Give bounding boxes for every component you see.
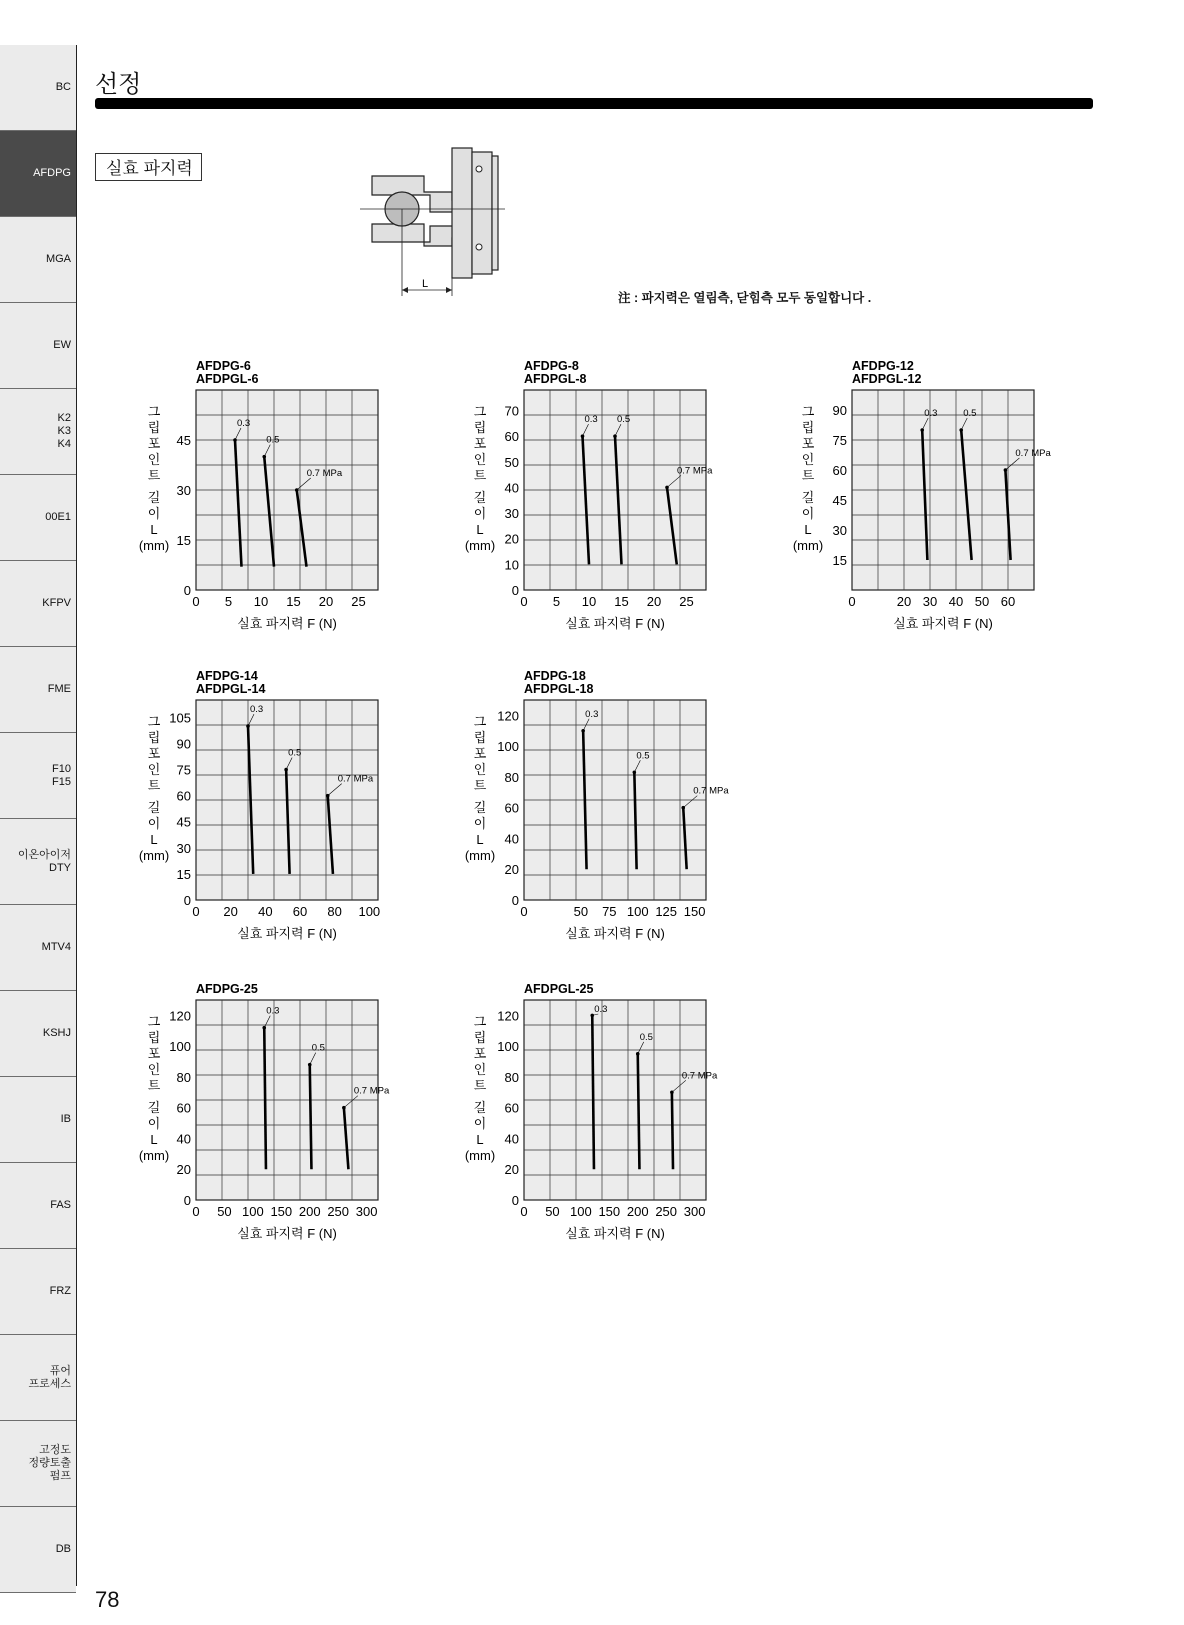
chart-svg	[464, 982, 786, 1255]
y-axis-label-char: 포	[147, 746, 161, 761]
y-tick-label: 105	[169, 710, 191, 726]
y-axis-label-char: 트	[473, 1078, 487, 1093]
chart-title: AFDPG-18	[524, 669, 586, 683]
y-axis-label-char: 이	[473, 506, 487, 521]
y-axis-label-char: L	[476, 1132, 484, 1147]
x-tick-label: 10	[253, 594, 269, 609]
y-axis-label-char: L	[150, 1132, 158, 1147]
series-start-point	[262, 1026, 266, 1030]
x-tick-label: 100	[570, 1204, 592, 1219]
y-axis-label-char: 이	[473, 1116, 487, 1131]
y-axis-label-char: 그	[801, 404, 815, 419]
y-axis-label-char: 립	[473, 1030, 487, 1045]
y-axis-label-char: 트	[473, 468, 487, 483]
series-label: 0.5	[266, 434, 280, 446]
y-axis-label-char: 이	[147, 816, 161, 831]
series-label: 0.7 MPa	[306, 468, 343, 479]
y-axis-label-char: 인	[147, 452, 161, 467]
x-tick-label: 20	[318, 594, 334, 609]
series-label: 0.3	[585, 708, 599, 720]
section-heading: 실효 파지력	[95, 153, 202, 181]
y-axis-label-char: 포	[473, 746, 487, 761]
y-axis-label-char: 그	[473, 404, 487, 419]
x-tick-label: 150	[683, 904, 706, 919]
title-rule	[95, 98, 1093, 109]
y-tick-label: 100	[497, 739, 519, 755]
x-tick-label: 30	[922, 594, 938, 609]
series-label: 0.7 MPa	[1015, 448, 1051, 459]
y-axis-label-char: 포	[473, 436, 487, 451]
y-tick-label: 30	[176, 483, 191, 498]
chart-svg	[138, 668, 460, 941]
y-tick-label: 60	[504, 429, 519, 445]
series-label: 0.3	[924, 408, 938, 419]
y-axis-label	[465, 404, 495, 553]
y-axis-label-char: 그	[473, 1014, 487, 1029]
x-tick-label: 0	[520, 1204, 528, 1219]
y-axis-label-char: (mm)	[464, 848, 496, 863]
x-tick-label: 10	[581, 594, 597, 609]
x-tick-label: 0	[192, 1204, 200, 1219]
series-label: 0.5	[636, 750, 650, 762]
series-label: 0.5	[963, 408, 977, 419]
y-tick-label: 0	[183, 1193, 191, 1208]
y-tick-label: 120	[169, 1008, 191, 1024]
chart-title: AFDPGL-8	[524, 372, 587, 386]
y-tick-label: 45	[832, 493, 847, 508]
y-axis-label-char: 립	[801, 420, 815, 435]
series-label: 0.7 MPa	[337, 773, 374, 785]
y-tick-label: 30	[832, 523, 847, 538]
y-tick-label: 60	[504, 1100, 519, 1116]
sidebar-tab-mtv4[interactable]: MTV4	[0, 905, 76, 991]
series-label: 0.7 MPa	[353, 1085, 390, 1097]
y-axis-label-char: 길	[473, 800, 487, 815]
series-start-point	[262, 455, 266, 459]
y-axis-label-char: L	[476, 522, 484, 537]
chart-title: AFDPGL-25	[524, 982, 594, 996]
y-axis-label-char: 트	[147, 1078, 161, 1093]
x-tick-label: 100	[358, 904, 381, 919]
series-line	[264, 1028, 266, 1170]
sidebar-tab-db[interactable]: DB	[0, 1507, 76, 1593]
diagram-l-label: L	[422, 278, 429, 290]
y-tick-label: 40	[504, 480, 519, 496]
series-label: 0.7 MPa	[681, 1070, 718, 1082]
y-axis-label-char: 그	[147, 714, 161, 729]
chart-title: AFDPG-12	[852, 359, 914, 373]
sidebar-tab-ionizer-dty[interactable]: 이온아이저 DTY	[0, 819, 76, 905]
x-tick-label: 200	[298, 1204, 321, 1219]
series-label: 0.3	[584, 414, 598, 426]
y-axis-label-char: 이	[147, 506, 161, 521]
y-axis-label-char: 인	[147, 762, 161, 777]
x-tick-label: 25	[679, 594, 694, 609]
y-tick-label: 75	[832, 433, 847, 448]
x-axis-label: 실효 파지력 F (N)	[565, 616, 665, 631]
x-tick-label: 60	[1000, 594, 1016, 609]
y-axis-label-char: 길	[147, 490, 161, 505]
y-axis-label-char: (mm)	[138, 538, 170, 553]
y-axis-label-char: 그	[147, 404, 161, 419]
y-tick-label: 15	[176, 866, 191, 882]
series-label: 0.7 MPa	[693, 785, 729, 797]
y-tick-label: 0	[511, 1193, 519, 1208]
y-axis-label-char: 트	[147, 468, 161, 483]
x-tick-label: 40	[258, 904, 273, 919]
y-axis-label-char: 트	[473, 778, 487, 793]
y-tick-label: 40	[176, 1131, 191, 1147]
note-text: 注 : 파지력은 열림측, 닫힘측 모두 동일합니다 .	[618, 291, 872, 305]
x-tick-label: 150	[598, 1204, 621, 1219]
series-label: 0.5	[311, 1042, 325, 1054]
y-axis-label	[793, 404, 823, 553]
y-axis-label-char: 립	[473, 420, 487, 435]
y-axis-label-char: L	[150, 832, 158, 847]
x-tick-label: 20	[646, 594, 662, 609]
chart-afdpg-8	[466, 355, 786, 630]
y-tick-label: 80	[504, 769, 519, 785]
y-tick-label: 15	[832, 553, 847, 568]
x-tick-label: 250	[655, 1204, 678, 1219]
x-tick-label: 250	[327, 1204, 350, 1219]
y-axis-label-char: (mm)	[792, 538, 824, 553]
x-tick-label: 0	[520, 594, 528, 609]
chart-afdpgl-25	[464, 982, 786, 1260]
y-tick-label: 20	[504, 862, 519, 878]
x-tick-label: 200	[626, 1204, 649, 1219]
y-tick-label: 45	[176, 814, 191, 830]
y-tick-label: 45	[176, 433, 191, 448]
series-label: 0.3	[250, 704, 264, 716]
x-tick-label: 20	[896, 594, 912, 609]
x-tick-label: 15	[614, 594, 629, 609]
y-tick-label: 0	[511, 583, 519, 598]
y-tick-label: 20	[504, 1162, 519, 1178]
x-tick-label: 150	[270, 1204, 293, 1219]
x-axis-label: 실효 파지력 F (N)	[237, 926, 337, 941]
x-tick-label: 20	[223, 904, 238, 919]
y-tick-label: 50	[504, 454, 519, 470]
y-tick-label: 75	[176, 762, 191, 778]
series-label: 0.5	[617, 414, 631, 426]
y-tick-label: 15	[176, 533, 191, 548]
y-tick-label: 80	[504, 1069, 519, 1085]
y-tick-label: 80	[176, 1069, 191, 1085]
x-tick-label: 15	[286, 594, 301, 609]
x-tick-label: 300	[355, 1204, 378, 1219]
chart-afdpg-18	[466, 668, 786, 943]
chart-title: AFDPGL-14	[196, 682, 266, 696]
series-label: 0.5	[288, 747, 302, 759]
y-axis-label-char: 인	[473, 762, 487, 777]
series-label: 0.7 MPa	[677, 465, 713, 477]
y-tick-label: 30	[504, 506, 519, 522]
y-axis-label-char: 그	[147, 1014, 161, 1029]
x-tick-label: 125	[655, 904, 678, 919]
chart-afdpg-25	[138, 982, 460, 1260]
series-line	[310, 1065, 312, 1170]
series-line	[672, 1092, 673, 1169]
x-tick-label: 60	[292, 904, 308, 919]
chart-svg	[138, 355, 460, 631]
series-start-point	[308, 1063, 312, 1067]
series-start-point	[636, 1052, 640, 1056]
y-axis-label-char: 인	[473, 1062, 487, 1077]
series-label: 0.3	[594, 1004, 608, 1015]
series-label: 0.3	[237, 418, 251, 429]
series-start-point	[581, 434, 585, 438]
y-tick-label: 90	[176, 736, 191, 752]
chart-title: AFDPGL-12	[852, 372, 922, 386]
chart-svg	[464, 355, 786, 631]
y-tick-label: 90	[832, 403, 847, 418]
y-axis-label-char: L	[476, 832, 484, 847]
chart-title: AFDPG-6	[196, 359, 251, 373]
page-title: 선정	[95, 71, 142, 98]
sidebar-nav	[0, 45, 77, 1586]
y-tick-label: 100	[497, 1039, 519, 1055]
x-axis-label: 실효 파지력 F (N)	[565, 926, 665, 941]
y-axis-label-char: 길	[473, 490, 487, 505]
y-axis-label-char: 이	[147, 1116, 161, 1131]
sidebar-tab-ib[interactable]: IB	[0, 1077, 76, 1163]
sidebar-tab-mga[interactable]: MGA	[0, 217, 76, 303]
x-tick-label: 50	[217, 1204, 232, 1219]
series-label: 0.3	[266, 1005, 280, 1017]
series-start-point	[246, 724, 250, 728]
x-tick-label: 50	[573, 904, 589, 919]
y-axis-label-char: 이	[801, 506, 815, 521]
sidebar-tab-afdpg[interactable]: AFDPG	[0, 131, 76, 217]
sidebar-tab-kshj[interactable]: KSHJ	[0, 991, 76, 1077]
sidebar-tab-fme[interactable]: FME	[0, 647, 76, 733]
y-tick-label: 40	[504, 1131, 519, 1147]
series-start-point	[613, 434, 617, 438]
x-tick-label: 40	[948, 594, 964, 609]
y-tick-label: 120	[497, 708, 519, 724]
y-axis-label-char: 길	[801, 490, 815, 505]
y-axis-label-char: 길	[473, 1100, 487, 1115]
y-tick-label: 30	[176, 840, 191, 856]
y-axis-label-char: (mm)	[138, 848, 170, 863]
y-axis-label-char: 그	[473, 714, 487, 729]
y-axis-label-char: 인	[801, 452, 815, 467]
series-line	[592, 1015, 594, 1169]
y-tick-label: 60	[176, 788, 191, 804]
y-tick-label: 20	[176, 1162, 191, 1178]
y-axis-label	[139, 1014, 169, 1163]
y-tick-label: 20	[504, 531, 519, 547]
y-axis-label-char: 립	[147, 1030, 161, 1045]
y-tick-label: 100	[169, 1039, 191, 1055]
chart-svg	[464, 668, 786, 941]
y-tick-label: 60	[504, 800, 519, 816]
chart-title: AFDPGL-6	[196, 372, 259, 386]
chart-title: AFDPG-25	[196, 982, 258, 996]
x-axis-label: 실효 파지력 F (N)	[237, 616, 337, 631]
y-tick-label: 10	[504, 557, 519, 573]
chart-afdpg-6	[140, 355, 460, 630]
y-axis-label-char: (mm)	[138, 1148, 170, 1163]
y-tick-label: 70	[504, 403, 519, 419]
y-axis-label-char: 길	[147, 800, 161, 815]
x-tick-label: 50	[974, 594, 990, 609]
chart-svg	[792, 355, 1114, 631]
y-axis-label	[465, 1014, 495, 1163]
x-tick-label: 5	[552, 594, 561, 609]
y-tick-label: 40	[504, 831, 519, 847]
chart-title: AFDPGL-18	[524, 682, 594, 696]
y-axis-label	[139, 714, 169, 863]
y-axis-label-char: 립	[147, 420, 161, 435]
x-axis-label: 실효 파지력 F (N)	[893, 616, 993, 631]
chart-svg	[138, 982, 460, 1255]
x-tick-label: 25	[351, 594, 366, 609]
sidebar-tab-pure-process[interactable]: 퓨어 프로세스	[0, 1335, 76, 1421]
chart-title: AFDPG-8	[524, 359, 579, 373]
y-axis-label-char: 포	[147, 1046, 161, 1061]
x-axis-label: 실효 파지력 F (N)	[565, 1226, 665, 1241]
y-axis-label	[139, 404, 169, 553]
series-line	[638, 1054, 640, 1169]
y-axis-label	[465, 714, 495, 863]
x-tick-label: 0	[520, 904, 528, 919]
sidebar-tab-fas[interactable]: FAS	[0, 1163, 76, 1249]
x-tick-label: 0	[192, 904, 200, 919]
y-axis-label-char: (mm)	[464, 1148, 496, 1163]
y-tick-label: 0	[183, 893, 191, 908]
x-axis-label: 실효 파지력 F (N)	[237, 1226, 337, 1241]
series-label: 0.5	[639, 1031, 653, 1043]
y-axis-label-char: 길	[147, 1100, 161, 1115]
sidebar-tab-frz[interactable]: FRZ	[0, 1249, 76, 1335]
x-tick-label: 300	[683, 1204, 706, 1219]
gripper-diagram	[360, 140, 530, 320]
y-tick-label: 0	[183, 583, 191, 598]
sidebar-tab-precision-pump[interactable]: 고정도 정량토출 펌프	[0, 1421, 76, 1507]
page-number: 78	[95, 1587, 120, 1612]
y-axis-label-char: (mm)	[464, 538, 496, 553]
x-tick-label: 75	[602, 904, 617, 919]
x-tick-label: 0	[848, 594, 856, 609]
y-axis-label-char: 인	[473, 452, 487, 467]
chart-afdpg-12	[794, 355, 1114, 630]
y-axis-label-char: 포	[473, 1046, 487, 1061]
y-tick-label: 60	[176, 1100, 191, 1116]
y-tick-label: 60	[832, 463, 847, 478]
sidebar-tab-k2-k3-k4[interactable]: K2 K3 K4	[0, 389, 76, 475]
sidebar-tab-f10-f15[interactable]: F10 F15	[0, 733, 76, 819]
y-axis-label-char: 트	[801, 468, 815, 483]
y-axis-label-char: 포	[147, 436, 161, 451]
y-axis-label-char: 인	[147, 1062, 161, 1077]
y-axis-label-char: L	[150, 522, 158, 537]
y-axis-label-char: 트	[147, 778, 161, 793]
y-axis-label-char: 이	[473, 816, 487, 831]
y-axis-label-char: 립	[473, 730, 487, 745]
y-tick-label: 120	[497, 1008, 519, 1024]
chart-title: AFDPG-14	[196, 669, 258, 683]
sidebar-tab-00e1[interactable]: 00E1	[0, 475, 76, 561]
sidebar-tab-ew[interactable]: EW	[0, 303, 76, 389]
x-tick-label: 100	[242, 1204, 264, 1219]
x-tick-label: 5	[224, 594, 233, 609]
sidebar-tab-kfpv[interactable]: KFPV	[0, 561, 76, 647]
sidebar-tab-bc[interactable]: BC	[0, 45, 76, 131]
x-tick-label: 80	[327, 904, 342, 919]
y-axis-label-char: L	[804, 522, 812, 537]
y-axis-label-char: 포	[801, 436, 815, 451]
chart-afdpg-14	[140, 668, 460, 943]
x-tick-label: 100	[626, 904, 649, 919]
x-tick-label: 50	[545, 1204, 560, 1219]
x-tick-label: 0	[192, 594, 200, 609]
y-axis-label-char: 립	[147, 730, 161, 745]
y-tick-label: 0	[511, 893, 519, 908]
